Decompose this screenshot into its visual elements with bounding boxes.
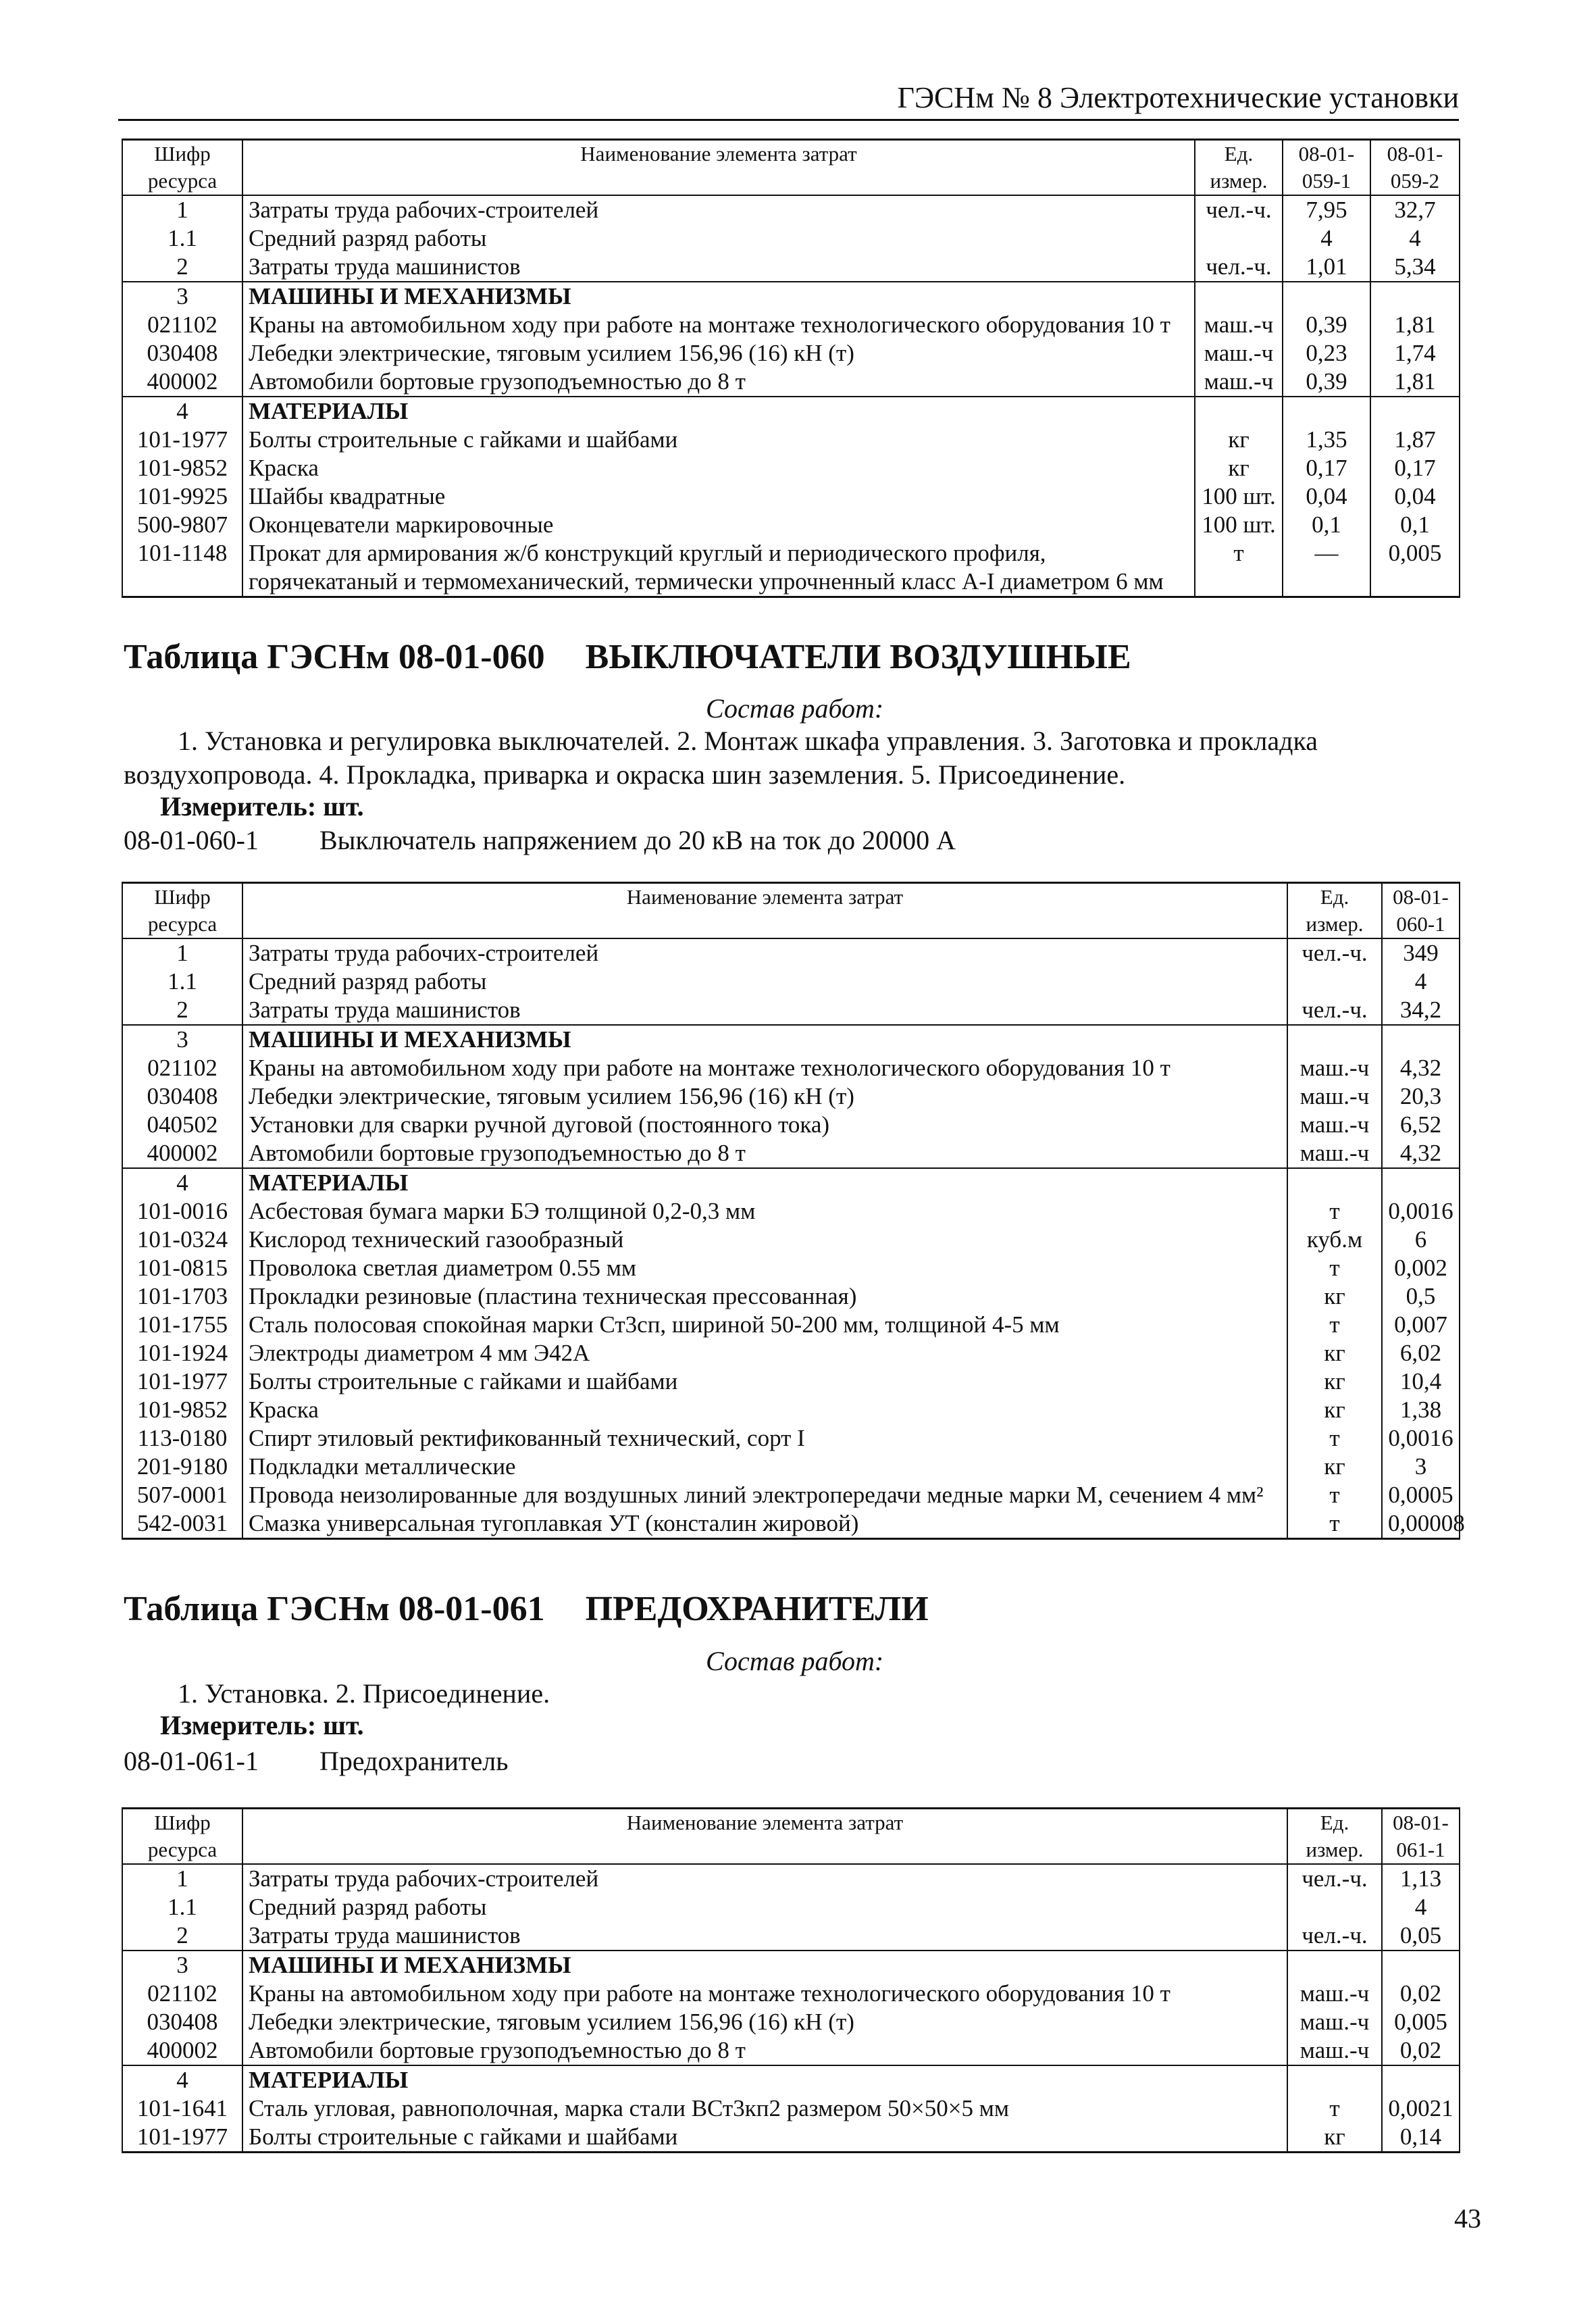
norm-code-line [124, 1745, 508, 1777]
table-row [122, 1339, 1460, 1367]
cell-unit: чел.-ч. [1195, 253, 1283, 282]
cell-name: Затраты труда машинистов [242, 1921, 1287, 1951]
cell-norm-1: 0,1 [1283, 511, 1370, 539]
col-header-name: Наименование элемента затрат [242, 883, 1287, 939]
cell-code: 101-1755 [122, 1311, 242, 1339]
cell-norm-1: 4 [1283, 224, 1370, 253]
resource-table-059 [122, 139, 1460, 598]
cell-unit [1287, 1168, 1382, 1197]
work-composition-label: Состав работ: [706, 693, 884, 724]
cell-unit: чел.-ч. [1287, 1864, 1382, 1893]
cell-norm-2: 0,04 [1370, 482, 1460, 511]
cell-code: 1.1 [122, 967, 242, 996]
cell-norm-1: 0,02 [1382, 1980, 1460, 2008]
cell-unit: маш.-ч [1287, 1111, 1382, 1139]
work-composition-text: 1. Установка. 2. Присоединение. [178, 1678, 550, 1709]
cell-unit [1195, 224, 1283, 253]
table-row [122, 1980, 1460, 2008]
cell-code: 101-0815 [122, 1254, 242, 1282]
cell-norm-2: 32,7 [1370, 195, 1460, 224]
cell-code: 021102 [122, 311, 242, 339]
cell-code: 1 [122, 938, 242, 967]
cell-name: Средний разряд работы [242, 1893, 1287, 1921]
caption-code: Таблица ГЭСНм 08-01-061 [124, 1590, 545, 1628]
col-header-unit: Ед. измер. [1195, 140, 1283, 196]
cell-name: Электроды диаметром 4 мм Э42А [242, 1339, 1287, 1367]
table-row [122, 511, 1460, 539]
cell-name: Болты строительные с гайками и шайбами [242, 426, 1195, 454]
table-row [122, 1951, 1460, 1980]
table-row [122, 1111, 1460, 1139]
cell-norm-1 [1382, 1025, 1460, 1054]
cell-code: 1.1 [122, 224, 242, 253]
cell-name: Кислород технический газообразный [242, 1226, 1287, 1254]
cell-code: 101-9925 [122, 482, 242, 511]
cell-unit: маш.-ч [1287, 2008, 1382, 2036]
table-row [122, 454, 1460, 482]
cell-norm-2 [1370, 282, 1460, 311]
col-header-code: Шифр ресурса [122, 883, 242, 939]
cell-unit: кг [1287, 1282, 1382, 1311]
cell-norm-2 [1370, 397, 1460, 426]
table-row [122, 1893, 1460, 1921]
col-header-norm-2: 08-01-059-2 [1370, 140, 1460, 196]
cell-unit: т [1287, 1311, 1382, 1339]
norm-code: 08-01-061-1 [124, 1746, 259, 1776]
cell-norm-1: 0,17 [1283, 454, 1370, 482]
table-header-row [122, 883, 1460, 939]
cell-code: 040502 [122, 1111, 242, 1139]
cell-name: Смазка универсальная тугоплавкая УТ (консталин жировой) [242, 1509, 1287, 1539]
cell-code: 500-9807 [122, 511, 242, 539]
caption-title: ПРЕДОХРАНИТЕЛИ [585, 1590, 929, 1628]
cell-code: 400002 [122, 2036, 242, 2065]
cell-code: 4 [122, 397, 242, 426]
cell-unit: маш.-ч [1287, 1980, 1382, 2008]
caption-code: Таблица ГЭСНм 08-01-060 [124, 638, 545, 676]
table-row [122, 2065, 1460, 2094]
cell-code: 021102 [122, 1054, 242, 1082]
cell-norm-1: 0,002 [1382, 1254, 1460, 1282]
cell-code: 201-9180 [122, 1453, 242, 1481]
table-caption-061 [124, 1589, 929, 1629]
cell-name: Краска [242, 454, 1195, 482]
cell-norm-1: 6 [1382, 1226, 1460, 1254]
table-caption-060 [124, 637, 1131, 677]
cell-name: Средний разряд работы [242, 224, 1195, 253]
cell-code: 2 [122, 253, 242, 282]
cell-code: 400002 [122, 1139, 242, 1168]
cell-norm-2: 4 [1370, 224, 1460, 253]
cell-code: 101-1148 [122, 539, 242, 597]
cell-name: Оконцеватели маркировочные [242, 511, 1195, 539]
cell-norm-1 [1382, 2065, 1460, 2094]
cell-name: Проволока светлая диаметром 0.55 мм [242, 1254, 1287, 1282]
cell-unit: чел.-ч. [1195, 195, 1283, 224]
table-row [122, 1139, 1460, 1168]
table-row [122, 482, 1460, 511]
table-row [122, 224, 1460, 253]
cell-norm-1: 0,02 [1382, 2036, 1460, 2065]
cell-norm-1: — [1283, 539, 1370, 597]
cell-code: 1.1 [122, 1893, 242, 1921]
cell-norm-2: 1,81 [1370, 311, 1460, 339]
cell-norm-1: 34,2 [1382, 996, 1460, 1025]
cell-name: Автомобили бортовые грузоподъемностью до 8 т [242, 2036, 1287, 2065]
table-row [122, 195, 1460, 224]
cell-unit: кг [1287, 1396, 1382, 1424]
cell-norm-1: 0,04 [1283, 482, 1370, 511]
cell-code: 1 [122, 1864, 242, 1893]
cell-code: 101-9852 [122, 1396, 242, 1424]
cell-name: Сталь полосовая спокойная марки Ст3сп, шириной 50-200 мм, толщиной 4-5 мм [242, 1311, 1287, 1339]
cell-norm-1: 0,5 [1382, 1282, 1460, 1311]
cell-norm-1: 0,23 [1283, 339, 1370, 368]
table-row [122, 2008, 1460, 2036]
cell-norm-1: 0,005 [1382, 2008, 1460, 2036]
cell-norm-1: 4,32 [1382, 1139, 1460, 1168]
cell-unit: чел.-ч. [1287, 938, 1382, 967]
cell-name: Краска [242, 1396, 1287, 1424]
cell-norm-1: 10,4 [1382, 1367, 1460, 1396]
cell-norm-1: 0,007 [1382, 1311, 1460, 1339]
table-row [122, 2094, 1460, 2123]
cell-norm-1: 6,02 [1382, 1339, 1460, 1367]
work-composition-text: 1. Установка и регулировка выключателей. 2. Монтаж шкафа управления. 3. Заготовка и прокладка воздухопровода. 4. Прокладка, приварка и окраска шин заземления. 5. Присоединение. [124, 726, 1318, 790]
col-header-code: Шифр ресурса [122, 1809, 242, 1865]
cell-unit: т [1287, 2094, 1382, 2123]
cell-norm-1: 0,0016 [1382, 1424, 1460, 1453]
table-header-row [122, 1809, 1460, 1865]
cell-name: Прокладки резиновые (пластина техническая прессованная) [242, 1282, 1287, 1311]
cell-name: Лебедки электрические, тяговым усилием 156,96 (16) кН (т) [242, 1082, 1287, 1111]
cell-code: 3 [122, 282, 242, 311]
cell-name: Затраты труда рабочих-строителей [242, 938, 1287, 967]
cell-norm-1: 0,05 [1382, 1921, 1460, 1951]
caption-title: ВЫКЛЮЧАТЕЛИ ВОЗДУШНЫЕ [585, 638, 1131, 676]
cell-unit: 100 шт. [1195, 482, 1283, 511]
table-row [122, 2036, 1460, 2065]
cell-unit: кг [1287, 2123, 1382, 2153]
cell-unit: маш.-ч [1287, 1054, 1382, 1082]
cell-unit [1195, 397, 1283, 426]
cell-unit: маш.-ч [1287, 1139, 1382, 1168]
cell-norm-1: 0,00008 [1382, 1509, 1460, 1539]
cell-norm-1: 7,95 [1283, 195, 1370, 224]
cell-norm-1 [1382, 1951, 1460, 1980]
cell-name: Провода неизолированные для воздушных линий электропередачи медные марки М, сечением 4 мм² [242, 1481, 1287, 1509]
col-header-name: Наименование элемента затрат [242, 140, 1195, 196]
cell-name: Затраты труда рабочих-строителей [242, 1864, 1287, 1893]
cell-unit: кг [1287, 1453, 1382, 1481]
cell-unit: т [1287, 1197, 1382, 1226]
cell-name: Лебедки электрические, тяговым усилием 156,96 (16) кН (т) [242, 2008, 1287, 2036]
cell-unit: маш.-ч [1195, 311, 1283, 339]
cell-norm-1: 0,0005 [1382, 1481, 1460, 1509]
cell-name: Шайбы квадратные [242, 482, 1195, 511]
table-row [122, 253, 1460, 282]
cell-unit: кг [1287, 1367, 1382, 1396]
table-row [122, 1197, 1460, 1226]
cell-code: 101-1641 [122, 2094, 242, 2123]
cell-code: 507-0001 [122, 1481, 242, 1509]
cell-name: Асбестовая бумага марки БЭ толщиной 0,2-0,3 мм [242, 1197, 1287, 1226]
cell-unit: чел.-ч. [1287, 1921, 1382, 1951]
work-composition-label: Состав работ: [706, 1646, 884, 1676]
cell-norm-1 [1382, 1168, 1460, 1197]
table-row [122, 1311, 1460, 1339]
cell-unit: кг [1287, 1339, 1382, 1367]
cell-code: 101-1977 [122, 1367, 242, 1396]
table-row [122, 996, 1460, 1025]
page-number: 43 [1454, 2203, 1481, 2234]
cell-norm-1: 20,3 [1382, 1082, 1460, 1111]
cell-norm-1: 1,01 [1283, 253, 1370, 282]
table-row [122, 311, 1460, 339]
cell-name: Средний разряд работы [242, 967, 1287, 996]
cell-name: Болты строительные с гайками и шайбами [242, 1367, 1287, 1396]
cell-norm-1: 3 [1382, 1453, 1460, 1481]
cell-code: 101-1703 [122, 1282, 242, 1311]
cell-code: 4 [122, 1168, 242, 1197]
resource-table-060 [122, 882, 1465, 1540]
cell-name: Автомобили бортовые грузоподъемностью до 8 т [242, 368, 1195, 397]
cell-unit: т [1287, 1254, 1382, 1282]
cell-norm-1: 0,39 [1283, 311, 1370, 339]
norm-code: 08-01-060-1 [124, 825, 259, 855]
col-header-unit: Ед. измер. [1287, 1809, 1382, 1865]
cell-norm-2: 1,74 [1370, 339, 1460, 368]
table-row [122, 1453, 1460, 1481]
cell-name: МАТЕРИАЛЫ [242, 1168, 1287, 1197]
cell-norm-1: 6,52 [1382, 1111, 1460, 1139]
cell-norm-1: 4 [1382, 1893, 1460, 1921]
cell-name: Прокат для армирования ж/б конструкций круглый и периодического профиля, горячекатаный и термомеханический, термически упрочненный класс А-I диаметром 6 мм [242, 539, 1195, 597]
cell-code: 101-0016 [122, 1197, 242, 1226]
cell-name: Затраты труда рабочих-строителей [242, 195, 1195, 224]
col-header-norm-1: 08-01-060-1 [1382, 883, 1460, 939]
table-row [122, 1509, 1460, 1539]
cell-code: 400002 [122, 368, 242, 397]
cell-norm-1: 1,35 [1283, 426, 1370, 454]
cell-code: 4 [122, 2065, 242, 2094]
col-header-name: Наименование элемента затрат [242, 1809, 1287, 1865]
table-row [122, 1481, 1460, 1509]
cell-norm-1: 1,13 [1382, 1864, 1460, 1893]
cell-norm-1: 0,39 [1283, 368, 1370, 397]
cell-unit: т [1287, 1424, 1382, 1453]
cell-unit [1195, 282, 1283, 311]
cell-name: Автомобили бортовые грузоподъемностью до 8 т [242, 1139, 1287, 1168]
table-row [122, 1025, 1460, 1054]
resource-table-061 [122, 1807, 1460, 2153]
cell-name: МАШИНЫ И МЕХАНИЗМЫ [242, 1951, 1287, 1980]
cell-unit: 100 шт. [1195, 511, 1283, 539]
table-header-row [122, 140, 1460, 196]
cell-unit [1287, 2065, 1382, 2094]
table-row [122, 1254, 1460, 1282]
cell-name: Лебедки электрические, тяговым усилием 156,96 (16) кН (т) [242, 339, 1195, 368]
cell-name: МАТЕРИАЛЫ [242, 2065, 1287, 2094]
cell-code: 2 [122, 996, 242, 1025]
cell-name: Краны на автомобильном ходу при работе на монтаже технологического оборудования 10 т [242, 311, 1195, 339]
cell-norm-1: 4,32 [1382, 1054, 1460, 1082]
cell-name: МАШИНЫ И МЕХАНИЗМЫ [242, 282, 1195, 311]
table-row [122, 1396, 1460, 1424]
table-row [122, 1367, 1460, 1396]
cell-norm-2: 0,1 [1370, 511, 1460, 539]
cell-code: 542-0031 [122, 1509, 242, 1539]
table-row [122, 1054, 1460, 1082]
cell-code: 2 [122, 1921, 242, 1951]
cell-norm-1 [1283, 282, 1370, 311]
cell-code: 101-1977 [122, 426, 242, 454]
cell-norm-1: 349 [1382, 938, 1460, 967]
cell-unit: куб.м [1287, 1226, 1382, 1254]
cell-unit: маш.-ч [1195, 368, 1283, 397]
cell-name: Затраты труда машинистов [242, 996, 1287, 1025]
cell-unit: чел.-ч. [1287, 996, 1382, 1025]
cell-norm-1: 1,38 [1382, 1396, 1460, 1424]
cell-code: 101-0324 [122, 1226, 242, 1254]
header-title: ГЭСНм № 8 Электротехнические установки [897, 81, 1459, 114]
cell-unit [1287, 1893, 1382, 1921]
norm-code-line [124, 824, 956, 856]
cell-name: Краны на автомобильном ходу при работе на монтаже технологического оборудования 10 т [242, 1980, 1287, 2008]
table-row [122, 1864, 1460, 1893]
cell-unit [1287, 967, 1382, 996]
table-row [122, 1921, 1460, 1951]
norm-name: Предохранитель [319, 1746, 509, 1776]
table-row [122, 282, 1460, 311]
cell-code: 3 [122, 1951, 242, 1980]
cell-unit: маш.-ч [1195, 339, 1283, 368]
table-row [122, 1282, 1460, 1311]
cell-code: 101-9852 [122, 454, 242, 482]
measure-unit: Измеритель: шт. [160, 1710, 364, 1740]
table-row [122, 339, 1460, 368]
cell-code: 021102 [122, 1980, 242, 2008]
col-header-norm-1: 08-01-061-1 [1382, 1809, 1460, 1865]
cell-unit: маш.-ч [1287, 2036, 1382, 2065]
cell-norm-2: 1,81 [1370, 368, 1460, 397]
table-row [122, 1168, 1460, 1197]
cell-unit: т [1287, 1481, 1382, 1509]
cell-norm-1: 0,14 [1382, 2123, 1460, 2153]
cell-name: Сталь угловая, равнополочная, марка стали ВСт3кп2 размером 50×50×5 мм [242, 2094, 1287, 2123]
table-row [122, 539, 1460, 597]
col-header-code: Шифр ресурса [122, 140, 242, 196]
cell-name: Подкладки металлические [242, 1453, 1287, 1481]
col-header-unit: Ед. измер. [1287, 883, 1382, 939]
table-row [122, 1082, 1460, 1111]
norm-name: Выключатель напряжением до 20 кВ на ток до 20000 А [319, 825, 956, 855]
cell-code: 101-1977 [122, 2123, 242, 2153]
cell-code: 113-0180 [122, 1424, 242, 1453]
cell-name: Болты строительные с гайками и шайбами [242, 2123, 1287, 2153]
cell-name: Затраты труда машинистов [242, 253, 1195, 282]
cell-norm-2: 1,87 [1370, 426, 1460, 454]
cell-code: 3 [122, 1025, 242, 1054]
cell-unit: т [1287, 1509, 1382, 1539]
cell-code: 030408 [122, 1082, 242, 1111]
cell-norm-1: 4 [1382, 967, 1460, 996]
table-row [122, 967, 1460, 996]
page-header [118, 80, 1459, 121]
cell-unit: кг [1195, 426, 1283, 454]
cell-name: Спирт этиловый ректификованный технический, сорт I [242, 1424, 1287, 1453]
cell-code: 1 [122, 195, 242, 224]
cell-code: 030408 [122, 339, 242, 368]
cell-code: 101-1924 [122, 1339, 242, 1367]
cell-name: МАШИНЫ И МЕХАНИЗМЫ [242, 1025, 1287, 1054]
cell-norm-1: 0,0021 [1382, 2094, 1460, 2123]
cell-norm-2: 5,34 [1370, 253, 1460, 282]
cell-norm-1 [1283, 397, 1370, 426]
cell-unit: кг [1195, 454, 1283, 482]
cell-norm-2: 0,17 [1370, 454, 1460, 482]
table-row [122, 1226, 1460, 1254]
cell-code: 030408 [122, 2008, 242, 2036]
measure-unit: Измеритель: шт. [160, 791, 364, 822]
cell-unit: маш.-ч [1287, 1082, 1382, 1111]
cell-unit [1287, 1951, 1382, 1980]
cell-name: Установки для сварки ручной дуговой (постоянного тока) [242, 1111, 1287, 1139]
table-row [122, 426, 1460, 454]
cell-norm-2: 0,005 [1370, 539, 1460, 597]
cell-name: МАТЕРИАЛЫ [242, 397, 1195, 426]
table-row [122, 938, 1460, 967]
table-row [122, 368, 1460, 397]
cell-norm-1: 0,0016 [1382, 1197, 1460, 1226]
col-header-norm-1: 08-01-059-1 [1283, 140, 1370, 196]
table-row [122, 2123, 1460, 2153]
cell-unit: т [1195, 539, 1283, 597]
table-row [122, 1424, 1460, 1453]
cell-unit [1287, 1025, 1382, 1054]
table-row [122, 397, 1460, 426]
cell-name: Краны на автомобильном ходу при работе на монтаже технологического оборудования 10 т [242, 1054, 1287, 1082]
